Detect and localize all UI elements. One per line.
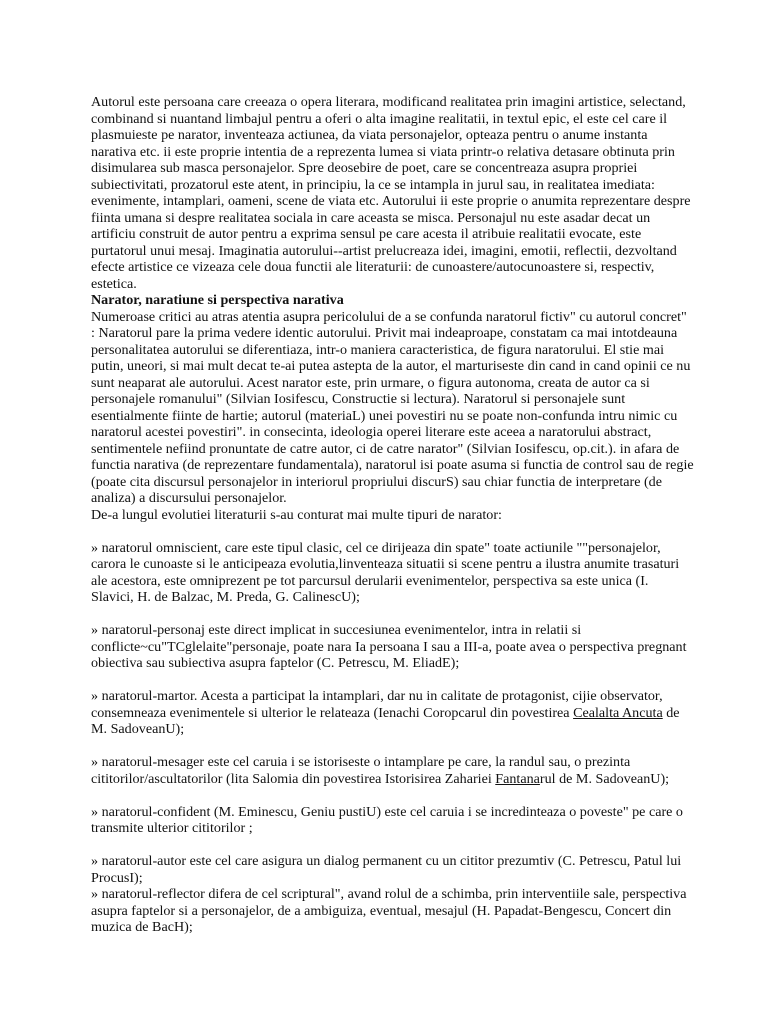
section-heading: Narator, naratiune si perspectiva narativa (91, 292, 344, 308)
list-item-personaj: » naratorul-personaj este direct implicat in succesiunea evenimentelor, intra in relatii si conflicte~cu"TCglelaite"personaje, poate nara Ia persoana I sau a III-a, poate avea o perspectiva pregnant obiectiva sau subiectiva asupra faptelor (C. Petrescu, M. EliadE); (91, 622, 687, 671)
list-item-reflector: » naratorul-reflector difera de cel scriptural", avand rolul de a schimba, prin interventiile sale, perspectiva asupra faptelor si a personajelor, de a ambiguiza, eventual, mesajul (H. Papadat-Bengescu, Concert din muzica de BacH); (91, 886, 687, 935)
list-item-confident: » naratorul-confident (M. Eminescu, Geniu pustiU) este cel caruia i se incredinteaza o poveste" pe care o transmite ulterior cititorilor ; (91, 803, 683, 836)
link-cealalta-ancuta[interactable]: Cealalta Ancuta (573, 704, 663, 721)
list-item-omniscient: » naratorul omniscient, care este tipul clasic, cel ce dirijeaza din spate" toate actiunile ""personajelor, carora le cunoaste si le anticipeaza evolutia,linventeaza situatii si scene pentru a ilustra anumite trasaturi ale acestora, este omniprezent pe tot parcursul derularii evenimentelor, perspectiva sa este unica (I. Slavici, H. de Balzac, M. Preda, G. CalinescU); (91, 539, 680, 605)
list-item-martor (91, 688, 694, 738)
intro-paragraph: Autorul este persoana care creeaza o opera literara, modificand realitatea prin imagini artistice, selectand, combinand si nuantand limbajul pentru a oferi o alta imagine realitatii, in textul epic, el este cel care il plasmuieste pe narator, inventeaza actiunea, da viata personajelor, opteaza pentru o anume instanta narativa etc. ii este proprie intentia de a reprezenta lumea si viata printr-o relativa detasare obtinuta prin disimularea sub masca personajelor. Spre deosebire de poet, care se concentreaza asupra propriei subiectivitati, prozatorul este atent, in principiu, la ce se intampla in jurul sau, in realitatea imediata: evenimente, intamplari, oameni, scene de viata etc. Autorului ii este proprie o anumita reprezentare despre fiinta umana si despre realitatea sociala in care aceasta se misca. Personajul nu este asadar decat un artificiu construit de autor pentru a exprima sensul pe care acesta il atribuie realitatii evocate, este purtatorul unui mesaj. Imaginatia autorului--artist prelucreaza idei, imagini, emotii, reflectii, dezvoltand efecte artistice ce vizeaza cele doua functii ale literaturii: de cunoastere/autocunoastere si, respectiv, estetica. (91, 94, 691, 292)
narrator-paragraph: Numeroase critici au atras atentia asupra pericolului de a se confunda naratorul fictiv" cu autorul concret" : Naratorul pare la prima vedere identic autorului. Privit mai indeaproape, constatam ca mai intotdeauna personalitatea autorului se diferentiaza, intr-o maniera caracteristica, de figura naratorului. El stie mai putin, uneori, si mai mult decat te-ai putea astepta de la autor, el marturiseste din cand in cand opinii ce nu sunt neaparat ale autorului. Acest narator este, prin urmare, o figura autonoma, creata de autor ca si personajele romanului" (Silvian Iosifescu, Constructie si lectura). Naratorul si personajele sunt esentialmente fiinte de hartie; autorul (materiaL) unei povestiri nu se poate non-confunda intru nimic cu naratorul acestei povestiri". in consecinta, ideologia operei literare este aceea a naratorului abstract, sentimentele nefiind pronuntate de catre autor, ci de catre narator" (Silvian Iosifescu, op.cit.). in afara de functia narativa (de reprezentare fundamentala), naratorul isi poate asuma si functia de control sau de regie (poate cita discursul personajelor in interiorul propriului discurS) sau chiar functia de interpretare (de analiza) a discursului personajelor. (91, 308, 694, 506)
item-text: rul de M. SadoveanU); (539, 770, 670, 787)
list-item-mesager (91, 754, 694, 787)
types-intro: De-a lungul evolutiei literaturii s-au conturat mai multe tipuri de narator: (91, 506, 502, 523)
item-text: » naratorul-mesager este cel caruia i se istoriseste o intamplare pe care, la randul sau, o prezinta cititorilor/ascultatorilor (lita Salomia din povestirea Istorisirea Zahariei (91, 754, 631, 787)
item-text: » naratorul-martor. Acesta a participat la intamplari, dar nu in calitate de protagonist, cijie observator, consemneaza evenimentele si ulterior le relateaza (Ienachi Coropcarul din povestirea (91, 688, 663, 721)
item-text: de M. SadoveanU); (91, 704, 680, 737)
link-fantana[interactable]: Fantana (495, 770, 540, 787)
list-item-autor: » naratorul-autor este cel care asigura un dialog permanent cu un cititor prezumtiv (C. Petrescu, Patul lui ProcusI); (91, 853, 682, 886)
